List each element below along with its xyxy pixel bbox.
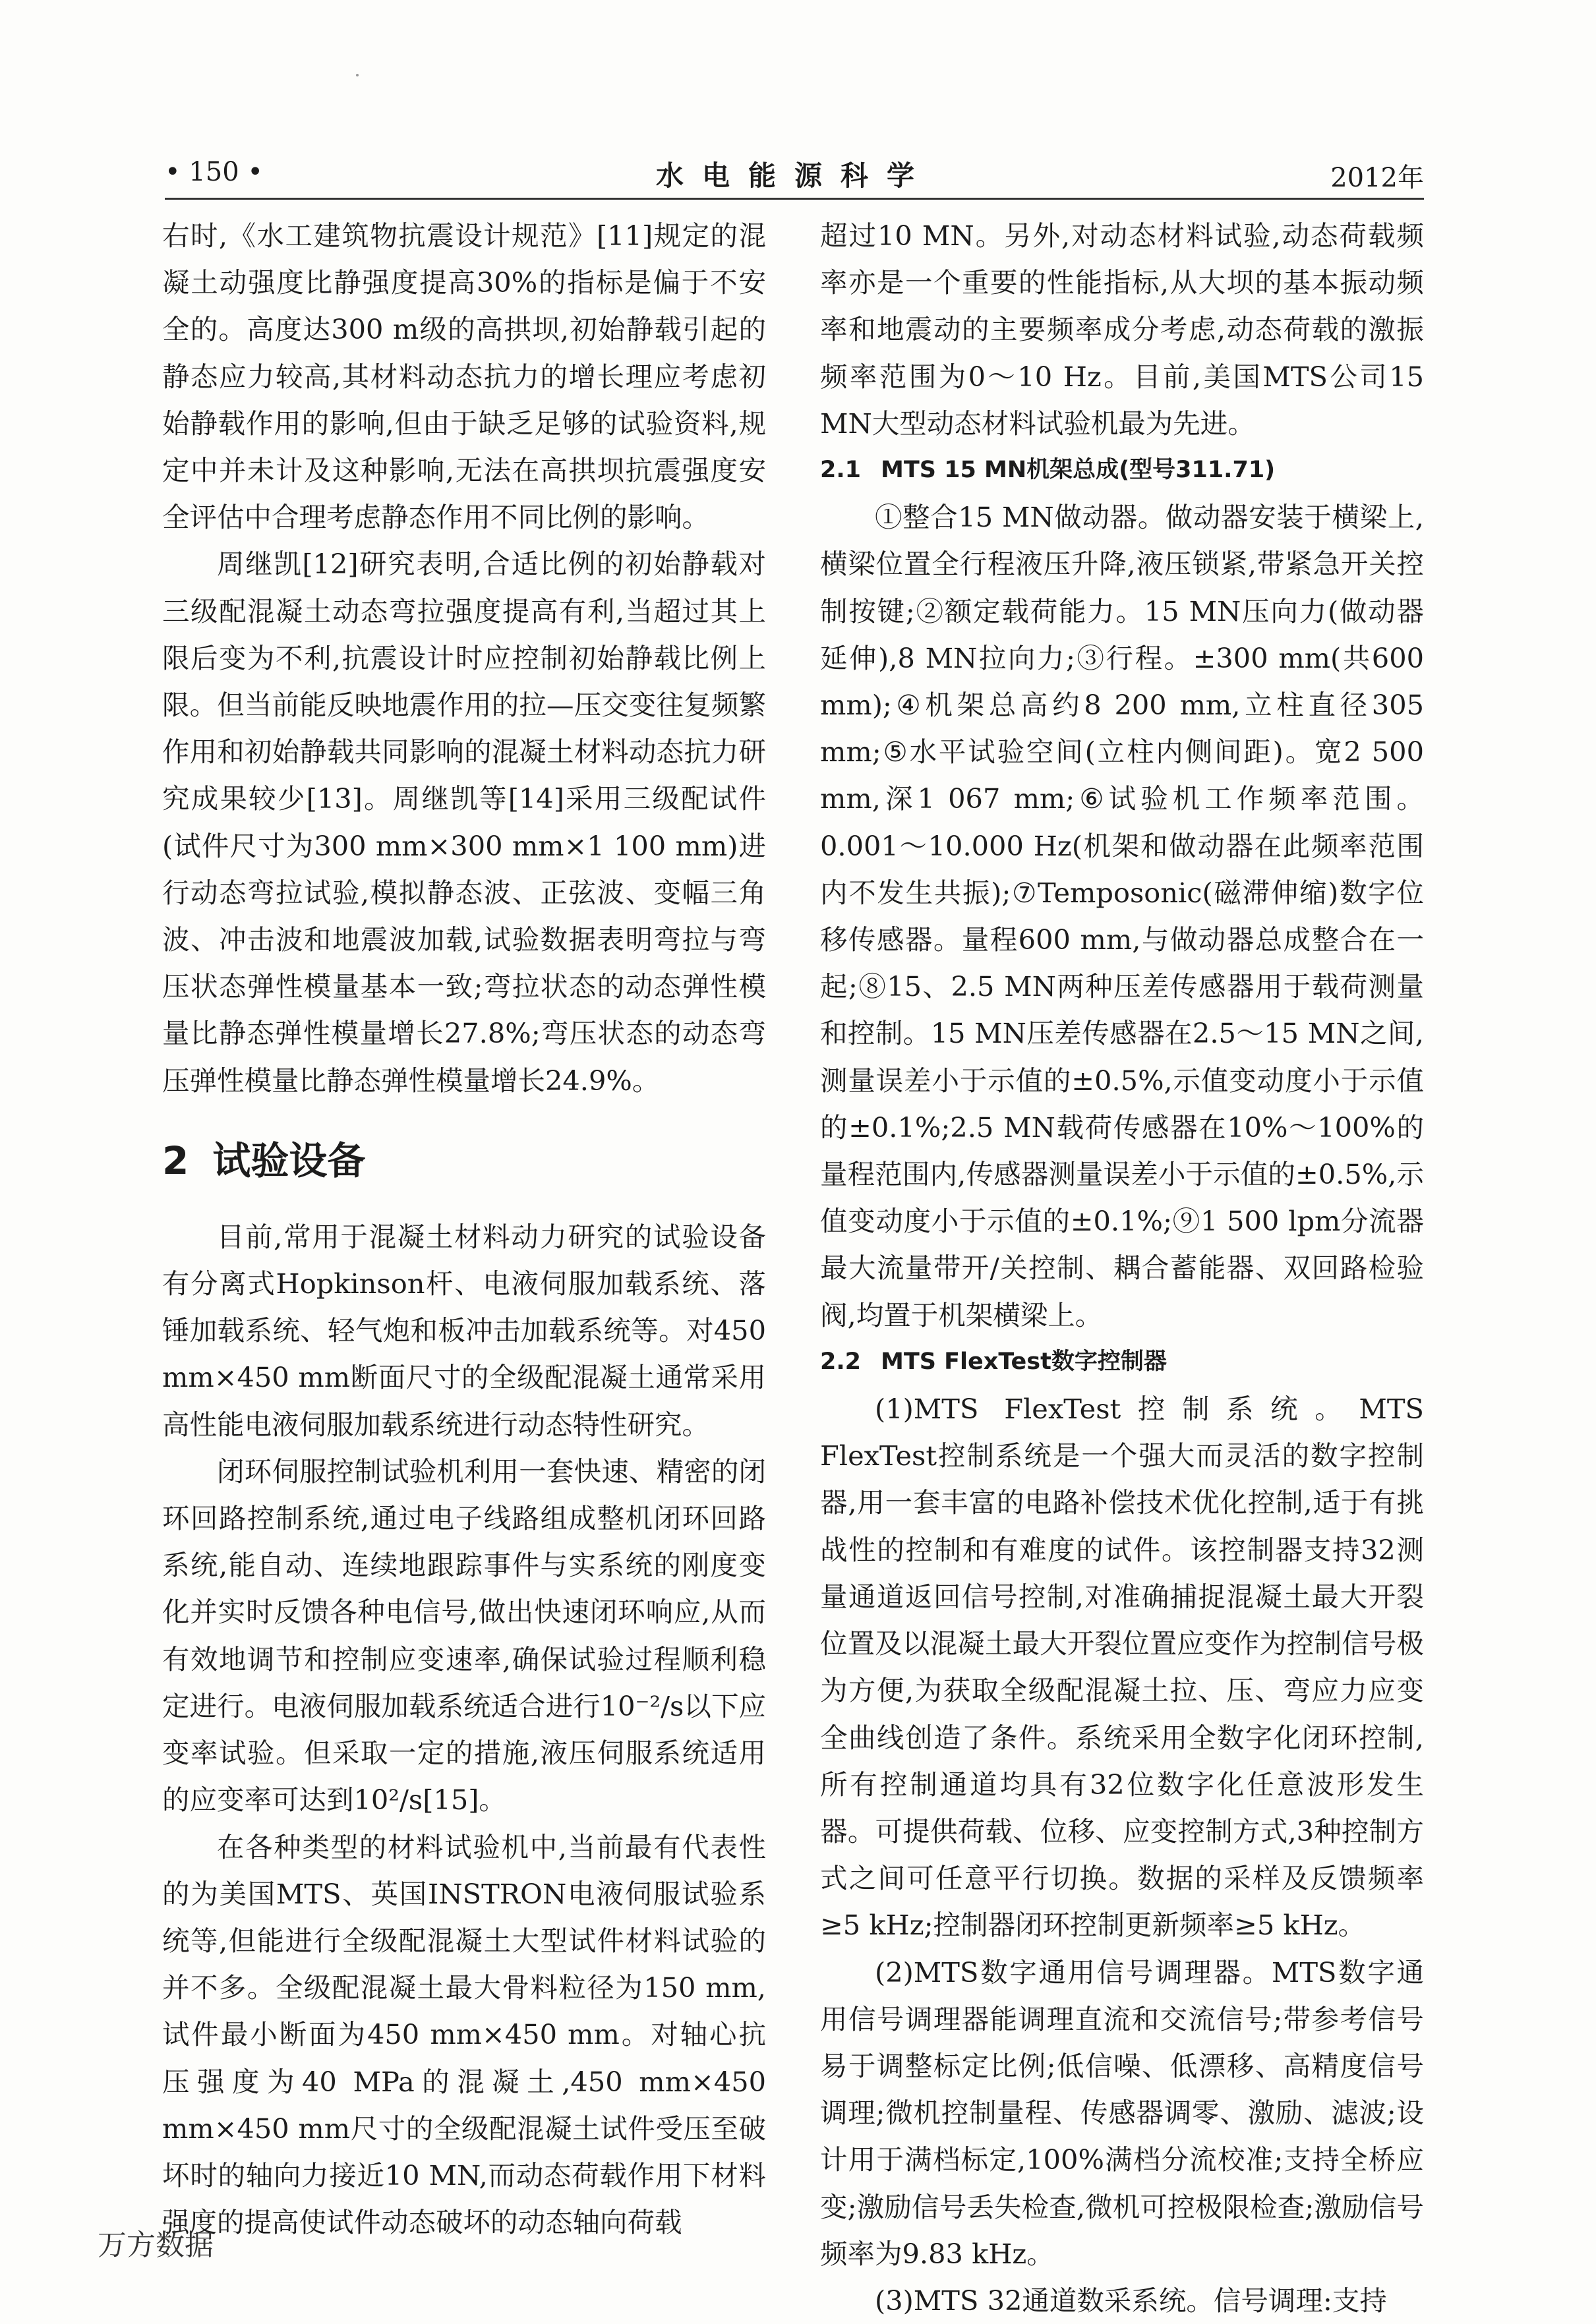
scan-speck	[356, 74, 359, 76]
section-number: 2	[162, 1138, 189, 1183]
subsection-heading	[820, 447, 1424, 494]
paragraph: 超过10 MN。另外,对动态材料试验,动态荷载频率亦是一个重要的性能指标,从大坝的基本振动频率和地震动的主要频率成分考虑,动态荷载的激振频率范围为0～10 Hz。目前,美国MTS公司15 MN大型动态材料试验机最为先进。	[820, 219, 1424, 440]
subsection-number: 2.2	[820, 1348, 862, 1375]
left-column	[162, 212, 766, 2246]
paragraph: 周继凯[12]研究表明,合适比例的初始静载对三级配混凝土动态弯拉强度提高有利,当超过其上限后变为不利,抗震设计时应控制初始静载比例上限。但当前能反映地震作用的拉—压交变往复频繁作用和初始静载共同影响的混凝土材料动态抗力研究成果较少[13]。周继凯等[14]采用三级配试件(试件尺寸为300 mm×300 mm×1 100 mm)进行动态弯拉试验,模拟静态波、正弦波、变幅三角波、冲击波和地震波加载,试验数据表明弯拉与弯压状态弹性模量基本一致;弯拉状态的动态弹性模量比静态弹性模量增长27.8%;弯压状态的动态弯压弹性模量比静态弹性模量增长24.9%。	[162, 548, 766, 1097]
page-number: • 150 •	[165, 157, 263, 187]
paragraph: 目前,常用于混凝土材料动力研究的试验设备有分离式Hopkinson杆、电液伺服加载系统、落锤加载系统、轻气炮和板冲击加载系统等。对450 mm×450 mm断面尺寸的全级配混凝土通常采用高性能电液伺服加载系统进行动态特性研究。	[162, 1220, 766, 1441]
journal-title: 水电能源科学	[655, 160, 933, 192]
subsection-title: MTS 15 MN机架总成(型号311.71)	[881, 457, 1276, 484]
page-header	[165, 152, 1424, 204]
paragraph: (1)MTS FlexTest控制系统。MTS FlexTest控制系统是一个强大而灵活的数字控制器,用一套丰富的电路补偿技术优化控制,适于有挑战性的控制和有难度的试件。该控制器支持32测量通道返回信号控制,对准确捕捉混凝土最大开裂位置及以混凝土最大开裂位置应变作为控制信号极为方便,为获取全级配混凝土拉、压、弯应力应变全曲线创造了条件。系统采用全数字化闭环控制,所有控制通道均具有32位数字化任意波形发生器。可提供荷载、位移、应变控制方式,3种控制方式之间可任意平行切换。数据的采样及反馈频率≥5 kHz;控制器闭环控制更新频率≥5 kHz。	[820, 1393, 1424, 1942]
paragraph: (3)MTS 32通道数采系统。信号调理:支持	[875, 2284, 1387, 2317]
subsection-heading	[820, 1339, 1424, 1385]
publication-year: 2012年	[1330, 163, 1424, 193]
right-column	[820, 212, 1424, 2324]
subsection-number: 2.1	[820, 457, 862, 484]
section-heading	[162, 1115, 766, 1207]
paragraph: 在各种类型的材料试验机中,当前最有代表性的为美国MTS、英国INSTRON电液伺服试验系统等,但能进行全级配混凝土大型试件材料试验的并不多。全级配混凝土最大骨料粒径为150 mm,试件最小断面为450 mm×450 mm。对轴心抗压强度为40 MPa的混凝土,450 mm×450 mm×450 mm尺寸的全级配混凝土试件受压至破坏时的轴向力接近10 MN,而动态荷载作用下材料强度的提高使试件动态破坏的动态轴向荷载	[162, 1830, 766, 2239]
paragraph: (2)MTS数字通用信号调理器。MTS数字通用信号调理器能调理直流和交流信号;带参考信号易于调整标定比例;低信噪、低漂移、高精度信号调理;微机控制量程、传感器调零、激励、滤波;设计用于满档标定,100%满档分流校准;支持全桥应变;激励信号丢失检查,微机可控极限检查;激励信号频率为9.83 kHz。	[820, 1956, 1424, 2270]
header-rule	[165, 198, 1424, 200]
paragraph: 闭环伺服控制试验机利用一套快速、精密的闭环回路控制系统,通过电子线路组成整机闭环回路系统,能自动、连续地跟踪事件与实系统的刚度变化并实时反馈各种电信号,做出快速闭环响应,从而有效地调节和控制应变速率,确保试验过程顺利稳定进行。电液伺服加载系统适合进行10⁻²/s以下应变率试验。但采取一定的措施,液压伺服系统适用的应变率可达到10²/s[15]。	[162, 1455, 766, 1816]
subsection-title: MTS FlexTest数字控制器	[881, 1348, 1167, 1375]
watermark: 万方数据	[98, 2228, 214, 2262]
paragraph: ①整合15 MN做动器。做动器安装于横梁上,横梁位置全行程液压升降,液压锁紧,带紧急开关控制按键;②额定载荷能力。15 MN压向力(做动器延伸),8 MN拉向力;③行程。±300 mm(共600 mm);④机架总高约8 200 mm,立柱直径305 mm;⑤水平试验空间(立柱内侧间距)。宽2 500 mm,深1 067 mm;⑥试验机工作频率范围。0.001～10.000 Hz(机架和做动器在此频率范围内不发生共振);⑦Temposonic(磁滞伸缩)数字位移传感器。量程600 mm,与做动器总成整合在一起;⑧15、2.5 MN两种压差传感器用于载荷测量和控制。15 MN压差传感器在2.5～15 MN之间,测量误差小于示值的±0.5%,示值变动度小于示值的±0.1%;2.5 MN载荷传感器在10%～100%的量程范围内,传感器测量误差小于示值的±0.5%,示值变动度小于示值的±0.1%;⑨1 500 lpm分流器最大流量带开/关控制、耦合蓄能器、双回路检验阀,均置于机架横梁上。	[820, 501, 1424, 1331]
paragraph: 右时,《水工建筑物抗震设计规范》[11]规定的混凝土动强度比静强度提高30%的指标是偏于不安全的。高度达300 m级的高拱坝,初始静载引起的静态应力较高,其材料动态抗力的增长理应考虑初始静载作用的影响,但由于缺乏足够的试验资料,规定中并未计及这种影响,无法在高拱坝抗震强度安全评估中合理考虑静态作用不同比例的影响。	[162, 219, 766, 534]
section-title: 试验设备	[212, 1138, 366, 1183]
